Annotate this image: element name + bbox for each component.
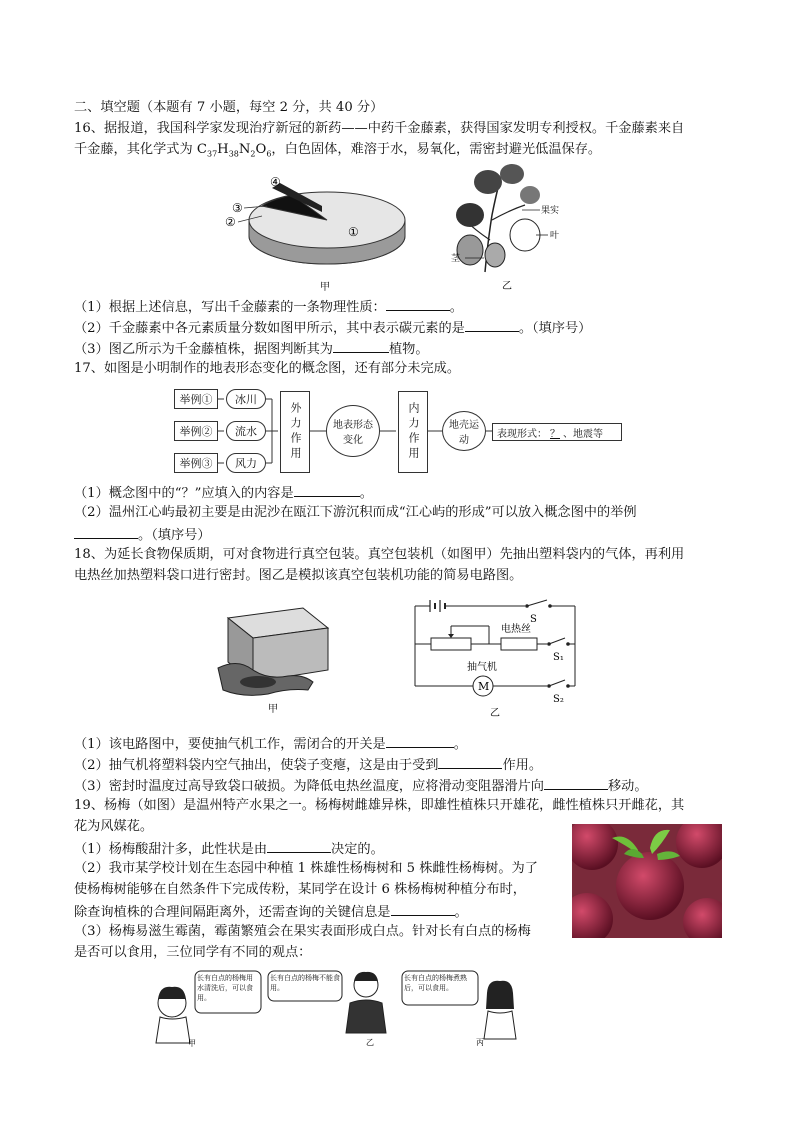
q18-answer-blank-1[interactable] xyxy=(386,733,454,748)
pie-label-4: ④ xyxy=(270,175,281,189)
q19-answer-blank-2[interactable] xyxy=(391,901,455,916)
concept-agent-water: 流水 xyxy=(226,421,266,441)
q17-sub2-cont: 。（填序号） xyxy=(74,524,211,546)
q17-answer-blank-2[interactable] xyxy=(74,524,138,539)
plant-caption: 乙 xyxy=(502,281,512,292)
element-vacuum-machine xyxy=(208,598,338,716)
concept-forms: 表现形式： ？ 、地震等 xyxy=(492,423,622,441)
element-circuit-diagram xyxy=(405,596,585,718)
pie-label-3: ③ xyxy=(232,201,243,215)
q18-sub1: （1）该电路图中，要使抽气机工作，需闭合的开关是 。 xyxy=(74,733,467,755)
circuit-label-s: S xyxy=(530,614,537,625)
bubble-jia: 长有白点的杨梅用水清洗后，可以食用。 xyxy=(197,974,253,1002)
q18-answer-blank-2[interactable] xyxy=(438,754,502,769)
concept-crust-movement: 地壳运动 xyxy=(442,411,486,451)
q18-stem-line1: 18、为延长食物保质期，可对食物进行真空包装。真空包装机（如图甲）先抽出塑料袋内的气体，再利用 xyxy=(74,547,685,562)
concept-example-1: 举例① xyxy=(174,389,218,409)
q16-answer-blank-1[interactable] xyxy=(386,296,450,311)
q17-sub2: （2）温州江心屿最初主要是由泥沙在瓯江下游沉积而成“江心屿的形成”可以放入概念图中的举例 xyxy=(74,505,637,520)
q18-answer-blank-3[interactable] xyxy=(544,775,608,790)
plant-label-stem: 茎 xyxy=(451,254,461,264)
student-label-yi: 乙 xyxy=(366,1038,374,1047)
bubble-yi: 长有白点的杨梅不能食用。 xyxy=(270,974,340,992)
plant-label-leaf: 叶 xyxy=(550,231,560,241)
q19-sub3-line1: （3）杨梅易滋生霉菌，霉菌繁殖会在果实表面形成白点。针对长有白点的杨梅 xyxy=(74,924,531,939)
pie-caption: 甲 xyxy=(320,282,330,293)
element-concept-map xyxy=(170,385,630,477)
q16-stem-line1: 16、据报道，我国科学家发现治疗新冠的新药——中药千金藤素，获得国家发明专利授权。千金藤素来自 xyxy=(74,121,685,136)
concept-external-force: 外力作用 xyxy=(280,391,310,473)
q16-sub2: （2）千金藤素中各元素质量分数如图甲所示，其中表示碳元素的是 。（填序号） xyxy=(74,317,591,339)
circuit-label-s2: S₂ xyxy=(553,694,564,705)
q19-sub2-line3: 除查询植株的合理间隔距离外，还需查询的关键信息是 。 xyxy=(74,901,468,923)
concept-example-2: 举例② xyxy=(174,421,218,441)
pie-label-1: ① xyxy=(348,225,359,239)
vacuum-caption: 甲 xyxy=(268,704,278,715)
element-student-opinions xyxy=(140,963,540,1048)
circuit-label-pump: 抽气机 xyxy=(467,662,497,673)
q17-answer-blank-1[interactable] xyxy=(294,482,360,497)
bubble-bing: 长有白点的杨梅煮熟后，可以食用。 xyxy=(404,974,467,992)
circuit-label-s1: S₁ xyxy=(553,652,564,663)
q16-sub3: （3）图乙所示为千金藤植株，据图判断其为 植物。 xyxy=(74,338,429,360)
plant-label-fruit: 果实 xyxy=(541,206,560,216)
concept-center: 地表形态变化 xyxy=(326,405,380,457)
q16-stem-line2: 千金藤，其化学式为 $C_{37}H_{38}N_2O_6$，白色固体，难溶于水，易氧化，需密封避光低温保存。 xyxy=(74,142,602,159)
q16-sub1: （1）根据上述信息，写出千金藤素的一条物理性质： 。 xyxy=(74,296,463,318)
q19-answer-blank-1[interactable] xyxy=(267,838,331,853)
section-title: 二、填空题（本题有 7 小题，每空 2 分，共 40 分） xyxy=(74,100,384,115)
q19-sub1: （1）杨梅酸甜汁多，此性状是由 决定的。 xyxy=(74,838,384,860)
q16-answer-blank-3[interactable] xyxy=(333,338,389,353)
q19-sub3-line2: 是否可以食用，三位同学有不同的观点： xyxy=(74,945,312,960)
circuit-label-heater: 电热丝 xyxy=(501,624,531,635)
concept-example-3: 举例③ xyxy=(174,453,218,473)
student-label-jia: 甲 xyxy=(188,1039,196,1048)
q18-sub2: （2）抽气机将塑料袋内空气抽出，使袋子变瘪，这是由于受到 作用。 xyxy=(74,754,542,776)
circuit-label-motor: M xyxy=(478,680,490,693)
q17-sub1: （1）概念图中的“？”应填入的内容是 。 xyxy=(74,482,373,504)
q19-sub2-line2: 使杨梅树能够在自然条件下完成传粉，某同学在设计 6 株杨梅树种植分布时， xyxy=(74,882,526,897)
pie-label-2: ② xyxy=(225,215,236,229)
q16-answer-blank-2[interactable] xyxy=(465,317,519,332)
circuit-caption: 乙 xyxy=(490,708,500,718)
q17-stem: 17、如图是小明制作的地表形态变化的概念图，还有部分未完成。 xyxy=(74,361,461,376)
element-bayberry-photo xyxy=(572,824,722,938)
element-plant-figure xyxy=(440,160,570,292)
concept-agent-glacier: 冰川 xyxy=(226,389,266,409)
element-pie-figure xyxy=(222,168,412,293)
q18-stem-line2: 电热丝加热塑料袋口进行密封。图乙是模拟该真空包装机功能的简易电路图。 xyxy=(74,568,523,583)
concept-agent-wind: 风力 xyxy=(226,453,266,473)
q19-sub2-line1: （2）我市某学校计划在生态园中种植 1 株雄性杨梅树和 5 株雌性杨梅树。为了 xyxy=(74,861,538,876)
q19-stem-line1: 19、杨梅（如图）是温州特产水果之一。杨梅树雌雄异株，即雄性植株只开雄花，雌性植株只开雌花，其 xyxy=(74,798,685,813)
q19-stem-line2: 花为风媒花。 xyxy=(74,819,154,834)
student-label-bing: 丙 xyxy=(476,1038,484,1047)
concept-internal-force: 内力作用 xyxy=(398,391,428,473)
q18-sub3: （3）密封时温度过高导致袋口破损。为降低电热丝温度，应将滑动变阻器滑片向 移动。 xyxy=(74,775,648,797)
